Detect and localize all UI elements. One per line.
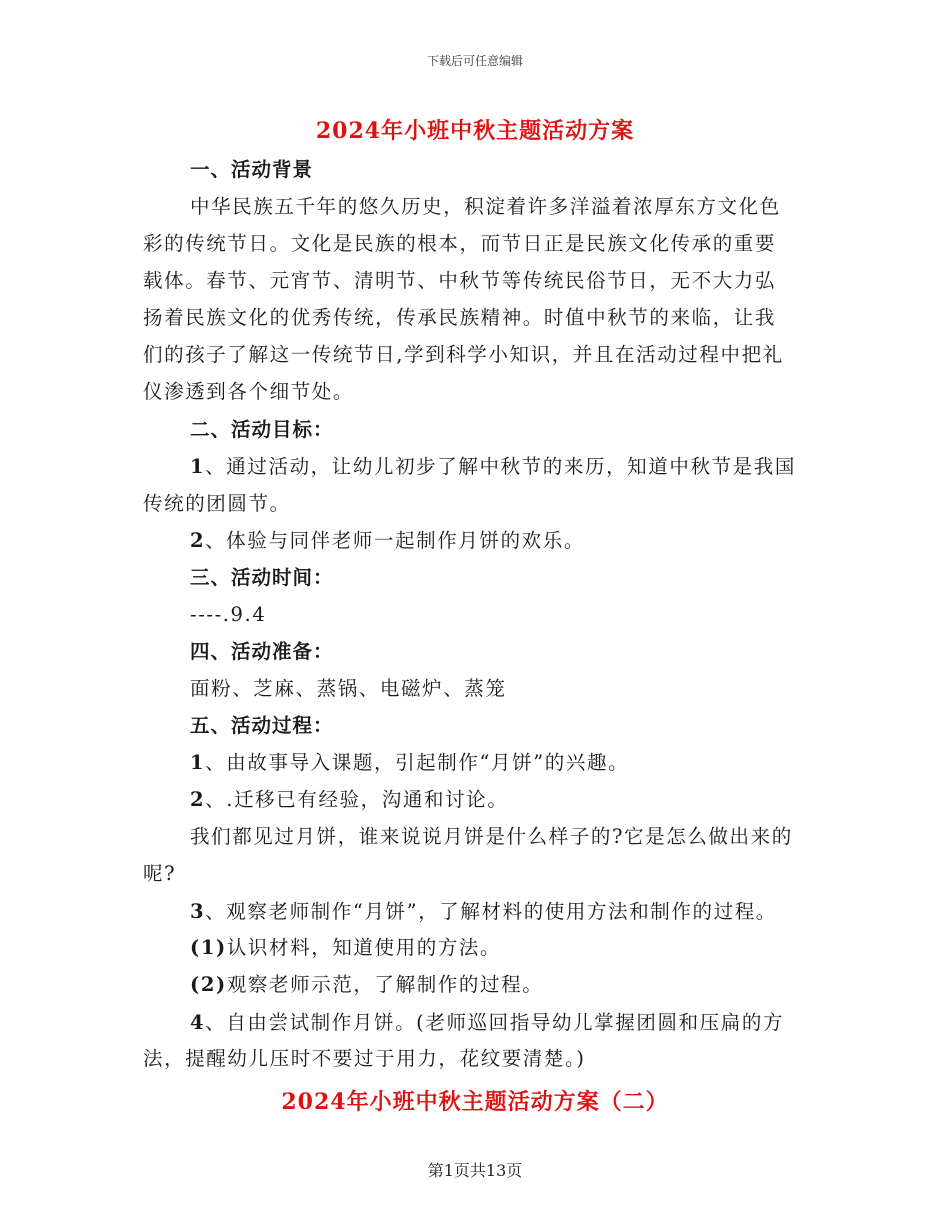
paragraph-line: 我们都见过月饼，谁来说说月饼是什么样子的?它是怎么做出来的 [190, 825, 793, 848]
item-text: 、.迁移已有经验，沟通和讨论。 [205, 788, 509, 811]
process-step-3 [190, 898, 777, 926]
paragraph-line: 法，提醒幼儿压时不要过于用力，花纹要清楚。) [143, 1047, 586, 1070]
paragraph-line: 仪渗透到各个细节处。 [143, 380, 355, 403]
item-number: 1 [190, 455, 206, 478]
paragraph-line: 载体。春节、元宵节、清明节、中秋节等传统民俗节日，无不大力弘 [143, 269, 777, 292]
item-number: (2) [190, 973, 227, 996]
item-text: 、由故事导入课题，引起制作“月饼”的兴趣。 [205, 751, 630, 774]
item-number: 1 [190, 751, 206, 774]
item-text: 、体验与同伴老师一起制作月饼的欢乐。 [205, 529, 585, 552]
activity-date: ----.9.4 [190, 603, 267, 626]
section-heading-prep: 四、活动准备： [190, 640, 334, 663]
process-step-1 [190, 749, 629, 777]
item-number: (1) [190, 936, 227, 959]
paragraph-line: 们的孩子了解这一传统节日,学到科学小知识，并且在活动过程中把礼 [143, 343, 784, 366]
item-number: 3 [190, 900, 206, 923]
item-text: 、通过活动，让幼儿初步了解中秋节的来历，知道中秋节是我国 [205, 455, 796, 478]
process-step-2 [190, 786, 508, 814]
section-heading-process: 五、活动过程： [190, 714, 334, 737]
section-heading-goals: 二、活动目标： [190, 418, 334, 441]
section-heading-time: 三、活动时间： [190, 566, 334, 589]
item-number: 2 [190, 788, 206, 811]
paragraph-line: 扬着民族文化的优秀传统，传承民族精神。时值中秋节的来临，让我 [143, 306, 777, 329]
process-step-4 [190, 1009, 784, 1037]
item-text: 观察老师示范，了解制作的过程。 [226, 973, 544, 996]
goal-item-1 [190, 453, 796, 481]
item-text: 认识材料，知道使用的方法。 [226, 936, 502, 959]
section-heading-background: 一、活动背景 [190, 158, 314, 181]
process-substep-1 [190, 934, 501, 962]
page-number: 第1页共13页 [427, 1161, 523, 1180]
paragraph-line: 中华民族五千年的悠久历史，积淀着许多洋溢着浓厚东方文化色 [190, 195, 781, 218]
paragraph-line: 传统的团圆节。 [143, 492, 291, 515]
materials-list: 面粉、芝麻、蒸锅、电磁炉、蒸笼 [190, 677, 507, 700]
item-number: 4 [190, 1011, 206, 1034]
document-title-2: 2024年小班中秋主题活动方案（二） [281, 1089, 669, 1115]
process-substep-2 [190, 971, 543, 999]
item-text: 、自由尝试制作月饼。(老师巡回指导幼儿掌握团圆和压扁的方 [205, 1011, 785, 1034]
goal-item-2 [190, 527, 585, 555]
item-text: 、观察老师制作“月饼”，了解材料的使用方法和制作的过程。 [205, 900, 777, 923]
paragraph-line: 彩的传统节日。文化是民族的根本，而节日正是民族文化传承的重要 [143, 232, 777, 255]
document-title: 2024年小班中秋主题活动方案 [315, 118, 635, 144]
paragraph-line: 呢? [143, 862, 177, 885]
page-header-note: 下载后可任意编辑 [426, 54, 523, 68]
item-number: 2 [190, 529, 206, 552]
